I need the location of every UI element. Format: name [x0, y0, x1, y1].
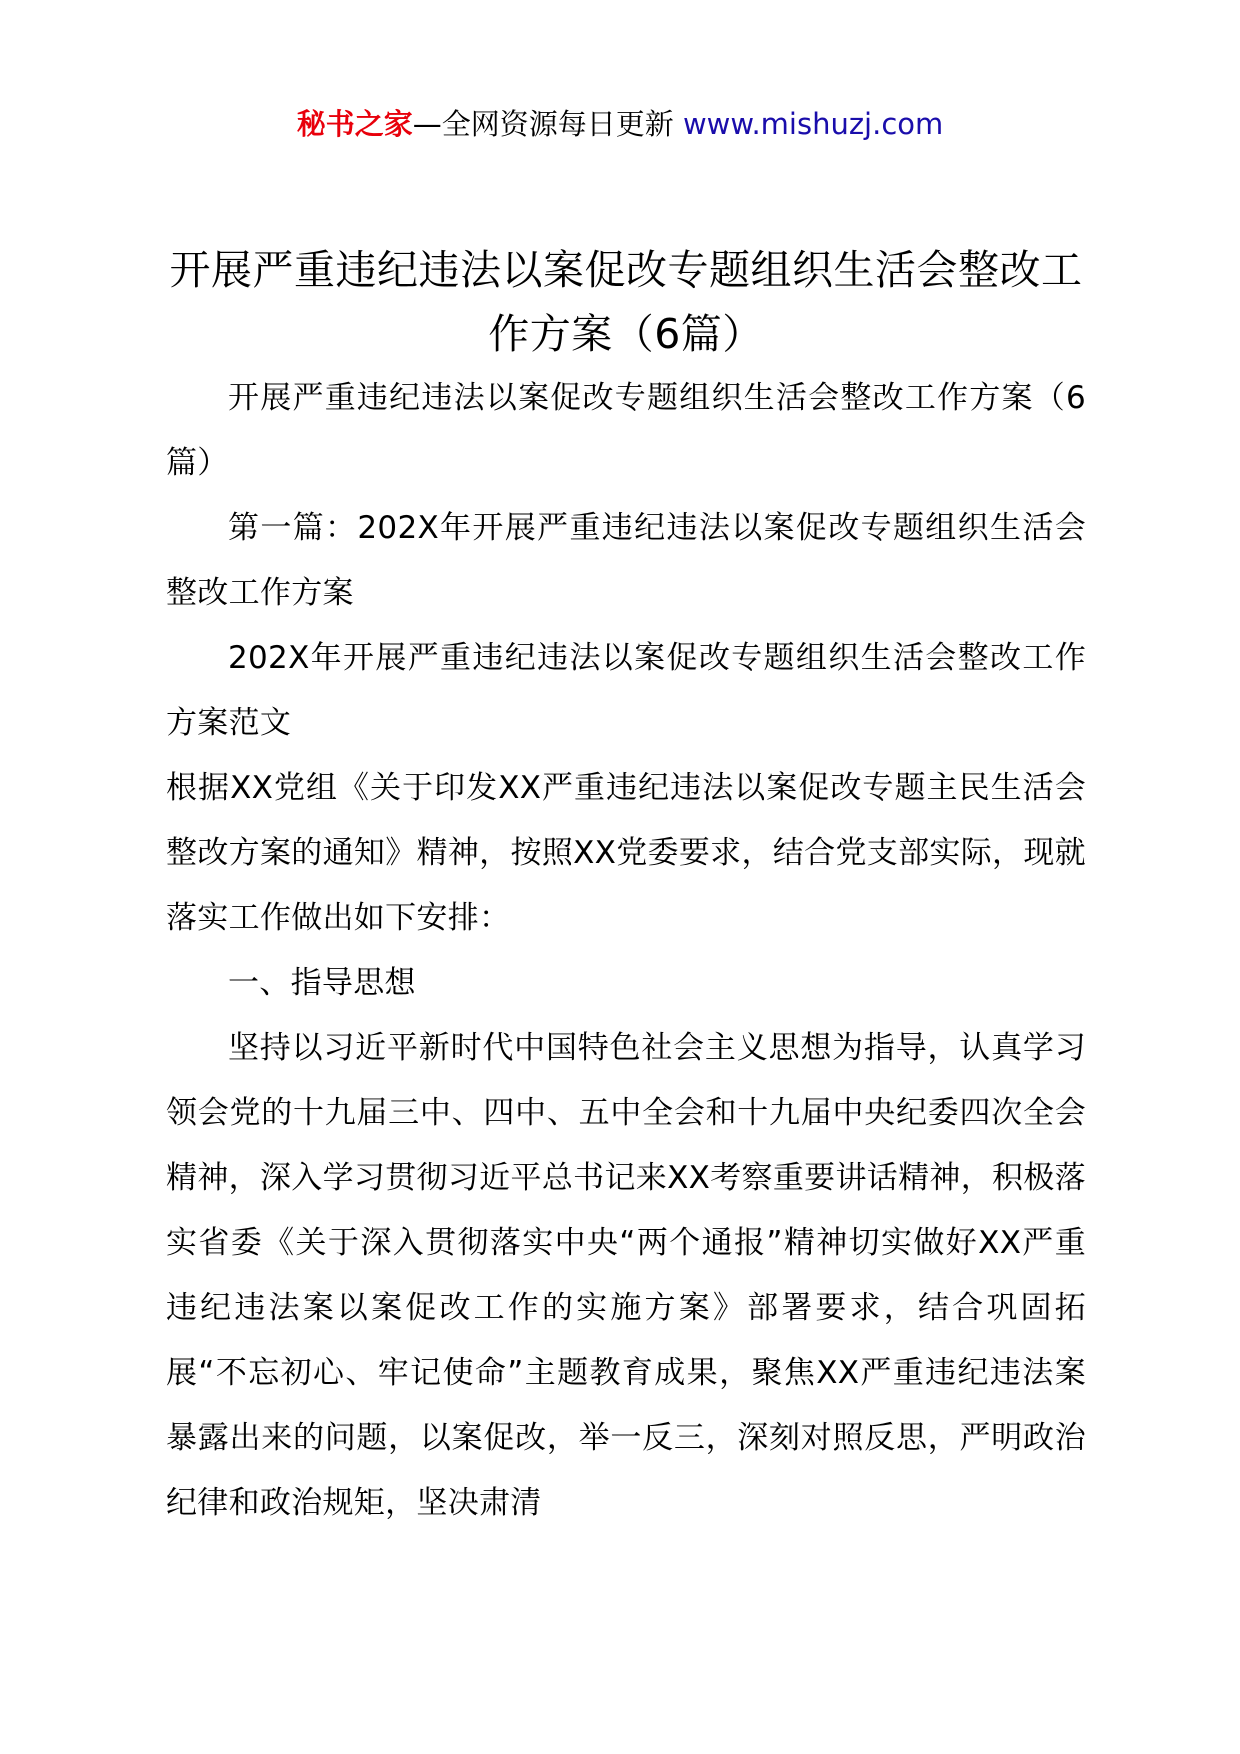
site-url-link[interactable]: www.mishuzj.com: [682, 107, 944, 141]
document-content: [166, 238, 1086, 1536]
paragraph-section-subheading: 202X年开展严重违纪违法以案促改专题组织生活会整改工作方案范文: [166, 640, 1086, 741]
paragraph-subtitle: 开展严重违纪违法以案促改专题组织生活会整改工作方案（6篇）: [166, 380, 1086, 481]
document-body: [166, 366, 1086, 1536]
paragraph-intro: 根据XX党组《关于印发XX严重违纪违法以案促改专题主民生活会整改方案的通知》精神，按照XX党委要求，结合党支部实际，现就落实工作做出如下安排：: [166, 770, 1086, 936]
paragraph-guiding-ideology-body: 坚持以习近平新时代中国特色社会主义思想为指导，认真学习领会党的十九届三中、四中、五中全会和十九届中央纪委四次全会精神，深入学习贯彻习近平总书记来XX考察重要讲话精神，积极落实省委《关于深入贯彻落实中央“两个通报”精神切实做好XX严重违纪违法案以案促改工作的实施方案》部署要求，结合巩固拓展“不忘初心、牢记使命”主题教育成果，聚焦XX严重违纪违法案暴露出来的问题，以案促改，举一反三，深刻对照反思，严明政治纪律和政治规矩，坚决肃清: [166, 1030, 1086, 1521]
paragraph-heading-guiding-ideology: 一、指导思想: [228, 965, 416, 1001]
paragraph-section-heading: 第一篇：202X年开展严重违纪违法以案促改专题组织生活会整改工作方案: [166, 510, 1086, 611]
site-brand: 秘书之家: [296, 107, 413, 141]
document-title: 开展严重违纪违法以案促改专题组织生活会整改工作方案（6篇）: [169, 246, 1083, 358]
site-header: [0, 98, 1240, 150]
site-slogan: —全网资源每日更新: [412, 107, 674, 141]
